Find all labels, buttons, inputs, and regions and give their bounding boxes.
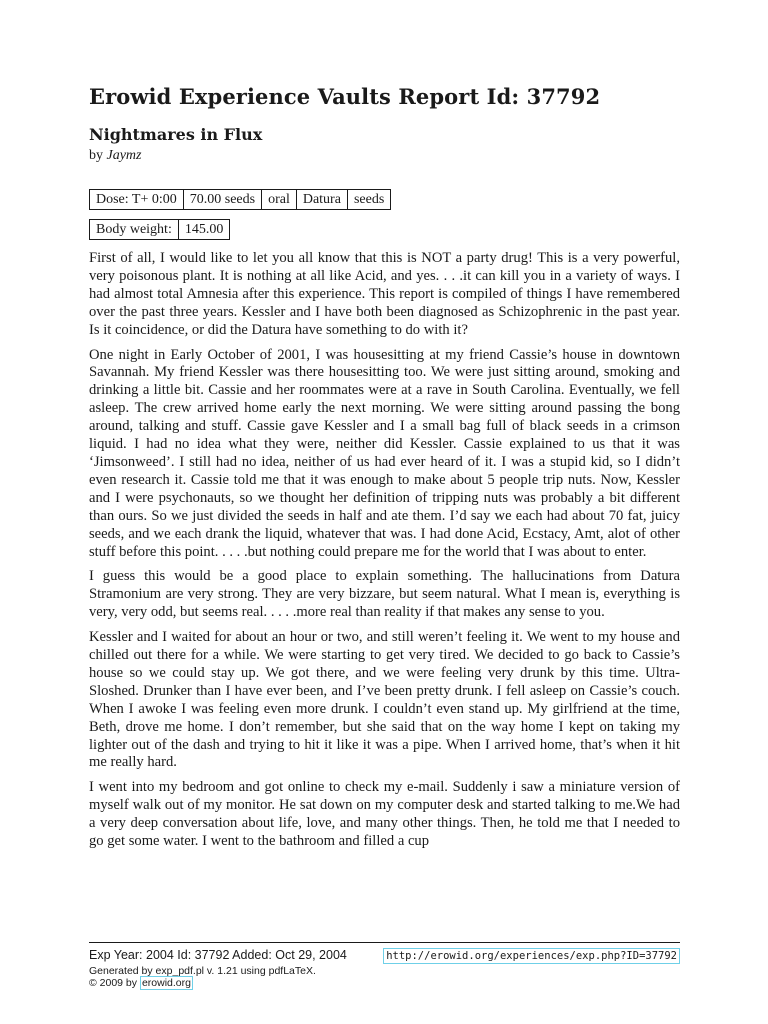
body-weight-label: Body weight: (90, 220, 179, 240)
author-name: Jaymz (106, 148, 142, 163)
copyright-line (89, 977, 347, 989)
report-subtitle: Nightmares in Flux (89, 125, 263, 144)
report-body (89, 250, 680, 858)
body-paragraph: I guess this would be a good place to explain something. The hallucinations from Datura Stramonium are very strong. They are very bizzare, but seem natural. What I mean is, everything is very, very odd, but seems real. . . . .more real than reality if that makes any sense to you. (89, 568, 680, 621)
by-label: by (89, 148, 103, 163)
dose-substance-cell: Datura (296, 190, 347, 210)
generated-suffix: v. 1.21 using pdfLaTeX. (204, 965, 316, 977)
footer-info (89, 948, 347, 989)
body-weight-value: 145.00 (178, 220, 230, 240)
body-paragraph: I went into my bedroom and got online to check my e-mail. Suddenly i saw a miniature version of myself walk out of my monitor. He sat down on my computer desk and started talking to me.We had a very deep conversation about life, love, and many other things. Then, he told me that I needed to go get some water. I went to the bathroom and filled a cup (89, 779, 680, 850)
dose-form-cell: seeds (347, 190, 390, 210)
dose-time-cell: Dose: T+ 0:00 (90, 190, 184, 210)
report-title: Erowid Experience Vaults Report Id: 37792 (89, 84, 601, 109)
footer-meta: Exp Year: 2004 Id: 37792 Added: Oct 29, 2004 (89, 948, 347, 962)
dose-table (89, 189, 391, 210)
generated-prefix: Generated by (89, 965, 156, 977)
dose-amount-cell: 70.00 seeds (183, 190, 261, 210)
copyright-prefix: © 2009 by (89, 977, 140, 989)
body-paragraph: Kessler and I waited for about an hour or two, and still weren’t feeling it. We went to my house and chilled out there for a while. We were starting to get very tired. We decided to go back to Cassie’s house so we could stay up. We got there, and we were feeling very drunk by this time. Ultra-Sloshed. Drunker than I have ever been, and I’ve been pretty drunk. I fell asleep on Cassie’s couch. When I awoke I was feeling even more drunk. I couldn’t even stand up. My girlfriend at the time, Beth, drove me home. I don’t remember, but she said that on the way home I kept on taking my lighter out of the dash and trying to hit it like it was a pipe. When I arrived home, that’s when it hit me really hard. (89, 629, 680, 771)
report-url-link[interactable]: http://erowid.org/experiences/exp.php?ID=37792 (383, 948, 680, 964)
body-paragraph: One night in Early October of 2001, I was housesitting at my friend Cassie’s house in downtown Savannah. My friend Kessler was there housesitting too. We were just sitting around, smoking and drinking a little bit. Cassie and her roommates were at a rave in South Carolina. Eventually, we fell asleep. The crew arrived home early the next morning. We were sitting around passing the bong around, talking and stuff. Cassie gave Kessler and I a small bag full of black seeds in a crimson liquid. I had no idea what they were, neither did Kessler. Cassie explained to us that it was ‘Jimsonweed’. I still had no idea, neither of us had ever heard of it. I was a stupid kid, so I didn’t even research it. Cassie told me that it was enough to make about 5 people trip nuts. Now, Kessler and I were psychonauts, so we thought her definition of tripping nuts was probably a bit different than ours. So we just divided the seeds in half and ate them. I’d say we each had about 70 fat, juicy seeds, and we each drank the liquid, whatever that was. I had done Acid, Ecstacy, Amt, alot of other stuff before this point. . . . .but nothing could prepare me for the world that I was about to enter. (89, 346, 680, 560)
erowid-link[interactable]: erowid.org (141, 977, 191, 989)
body-weight-table (89, 219, 230, 240)
generated-by-line (89, 965, 347, 977)
byline (89, 148, 142, 164)
generator-link[interactable]: exp_pdf.pl (155, 965, 205, 977)
footer-divider (89, 942, 680, 943)
dose-route-cell: oral (262, 190, 297, 210)
body-paragraph: First of all, I would like to let you all know that this is NOT a party drug! This is a very powerful, very poisonous plant. It is nothing at all like Acid, and yes. . . .it can kill you in a variety of ways. I had almost total Amnesia after this experience. This report is compiled of things I have remembered over the past three years. Kessler and I have both been diagnosed as Schizophrenic in the past year. Is it coincidence, or did the Datura have something to do with it? (89, 250, 680, 338)
